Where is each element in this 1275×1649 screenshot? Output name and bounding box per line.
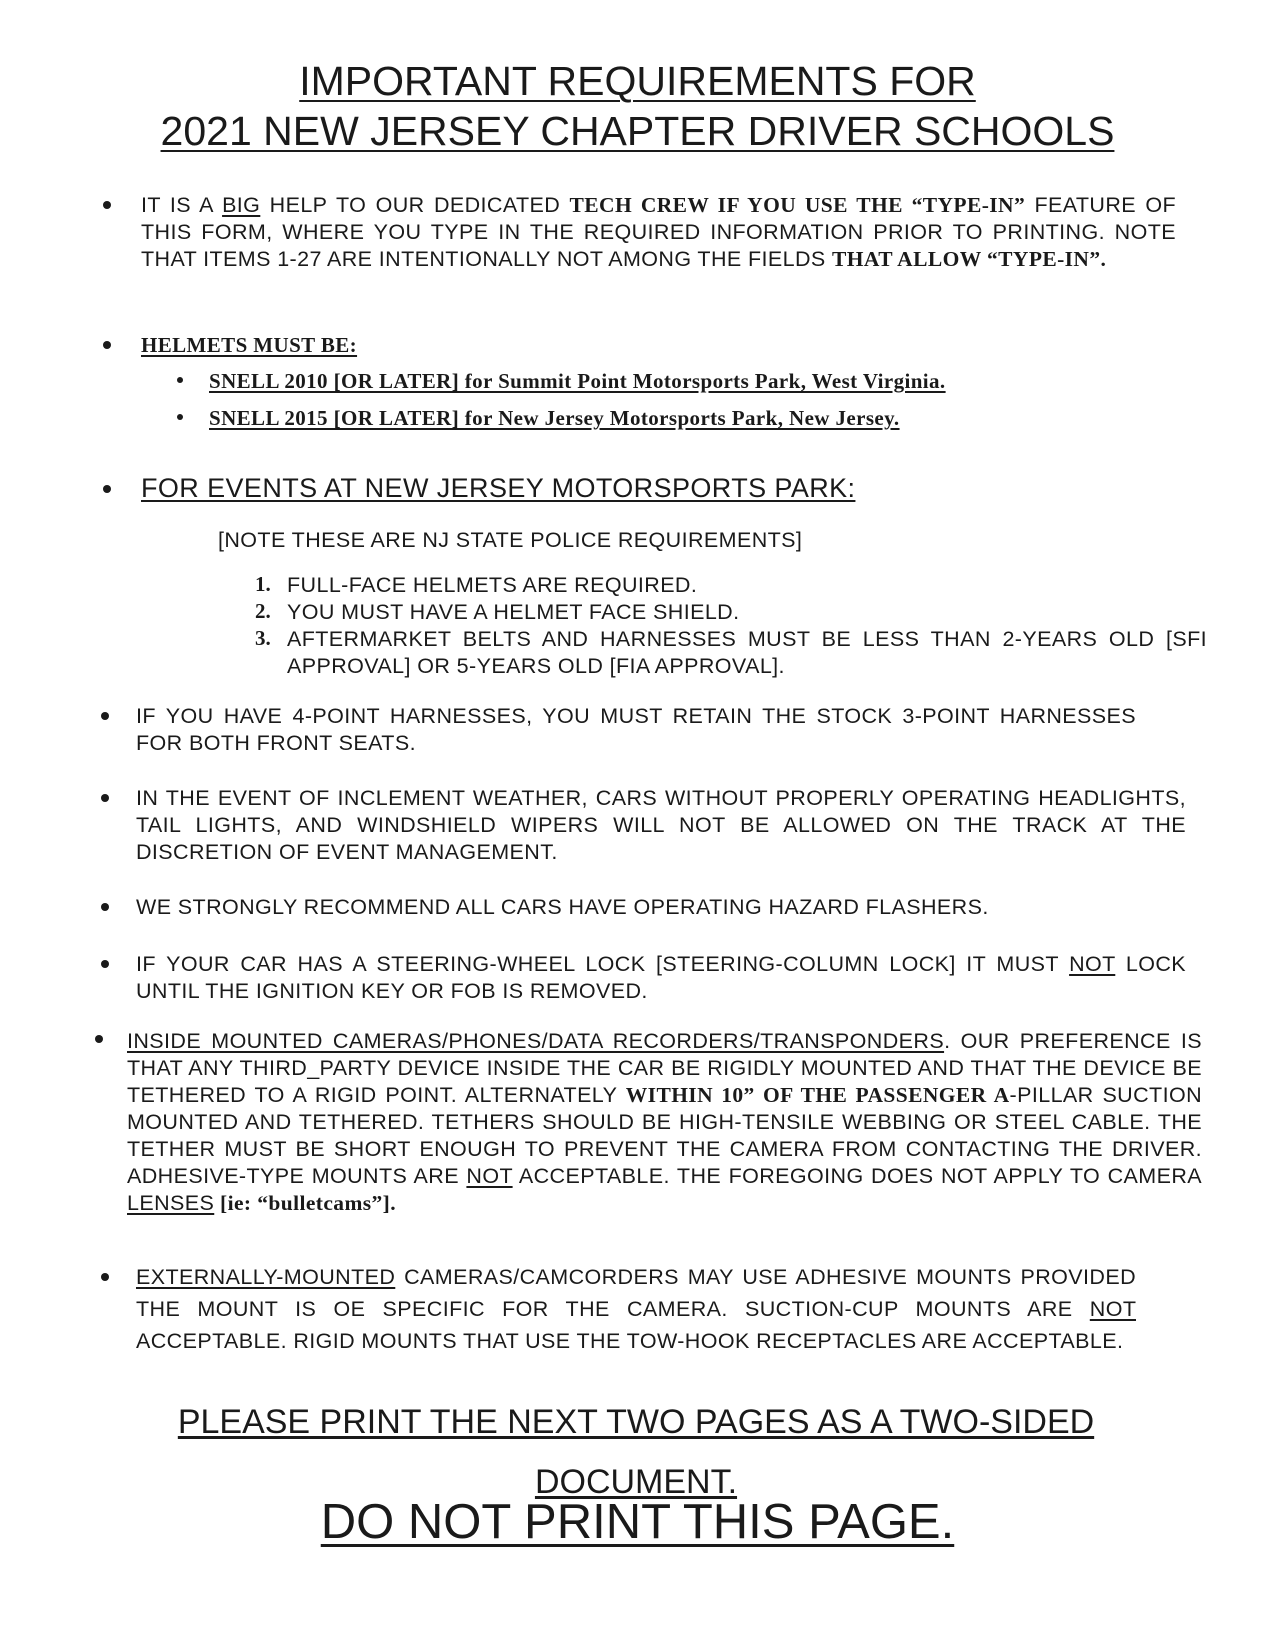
helmets-heading: HELMETS MUST BE: xyxy=(141,333,358,357)
external-cameras-paragraph: EXTERNALLY-MOUNTED CAMERAS/CAMCORDERS MAY USE ADHESIVE MOUNTS PROVIDED THE MOUNT IS OE SPECIFIC FOR THE CAMERA. SUCTION-CUP MOUNTS ARE NOT ACCEPTABLE. RIGID MOUNTS THAT USE THE TOW-HOOK RECEPTACLES ARE ACCEPTABLE. xyxy=(136,1265,1136,1353)
bullet-icon xyxy=(103,485,111,493)
bullet-icon xyxy=(103,201,111,209)
page-title xyxy=(0,56,1275,156)
bullet-icon xyxy=(101,960,109,968)
bullet-icon xyxy=(101,794,109,802)
bullet-icon xyxy=(101,1273,109,1281)
hazard-paragraph: WE STRONGLY RECOMMEND ALL CARS HAVE OPERATING HAZARD FLASHERS. xyxy=(136,895,989,919)
bullet-icon xyxy=(95,1035,103,1043)
list-number: 3. xyxy=(255,626,271,650)
njmp-note: [NOTE THESE ARE NJ STATE POLICE REQUIREMENTS] xyxy=(218,528,803,552)
print-notice: PLEASE PRINT THE NEXT TWO PAGES AS A TWO-SIDED DOCUMENT. xyxy=(177,1403,1095,1501)
steering-paragraph: IF YOUR CAR HAS A STEERING-WHEEL LOCK [STEERING-COLUMN LOCK] IT MUST NOT LOCK UNTIL THE IGNITION KEY OR FOB IS REMOVED. xyxy=(136,952,1186,1003)
list-item: FULL-FACE HELMETS ARE REQUIRED. xyxy=(287,573,698,597)
weather-paragraph: IN THE EVENT OF INCLEMENT WEATHER, CARS WITHOUT PROPERLY OPERATING HEADLIGHTS, TAIL LIGHTS, AND WINDSHIELD WIPERS WILL NOT BE ALLOWED ON THE TRACK AT THE DISCRETION OF EVENT MANAGEMENT. xyxy=(136,786,1186,864)
list-item: YOU MUST HAVE A HELMET FACE SHIELD. xyxy=(287,600,740,624)
title-line-1: IMPORTANT REQUIREMENTS FOR xyxy=(299,58,976,104)
harness-paragraph: IF YOU HAVE 4-POINT HARNESSES, YOU MUST RETAIN THE STOCK 3-POINT HARNESSES FOR BOTH FRONT SEATS. xyxy=(136,704,1136,755)
bullet-icon xyxy=(103,341,111,349)
bullet-icon xyxy=(101,903,109,911)
list-number: 1. xyxy=(255,572,271,596)
list-item: AFTERMARKET BELTS AND HARNESSES MUST BE LESS THAN 2-YEARS OLD [SFI APPROVAL] OR 5-YEARS OLD [FIA APPROVAL]. xyxy=(287,627,1207,678)
helmet-requirement: SNELL 2010 [OR LATER] for Summit Point Motorsports Park, West Virginia. xyxy=(209,369,946,393)
bullet-icon xyxy=(101,712,109,720)
inside-cameras-paragraph: INSIDE MOUNTED CAMERAS/PHONES/DATA RECORDERS/TRANSPONDERS. OUR PREFERENCE IS THAT ANY THIRD_PARTY DEVICE INSIDE THE CAR BE RIGIDLY MOUNTED AND THAT THE DEVICE BE TETHERED TO A RIGID POINT. ALTERNATELY WITHIN 10” OF THE PASSENGER A-PILLAR SUCTION MOUNTED AND TETHERED. TETHERS SHOULD BE HIGH-TENSILE WEBBING OR STEEL CABLE. THE TETHER MUST BE SHORT ENOUGH TO PREVENT THE CAMERA FROM CONTACTING THE DRIVER. ADHESIVE-TYPE MOUNTS ARE NOT ACCEPTABLE. THE FOREGOING DOES NOT APPLY TO CAMERA LENSES [ie: “bulletcams”]. xyxy=(127,1029,1202,1215)
bullet-icon xyxy=(177,377,183,383)
list-number: 2. xyxy=(255,599,271,623)
bullet-icon xyxy=(177,414,183,420)
typein-paragraph: IT IS A BIG HELP TO OUR DEDICATED TECH CREW IF YOU USE THE “TYPE-IN” FEATURE OF THIS FORM, WHERE YOU TYPE IN THE REQUIRED INFORMATION PRIOR TO PRINTING. NOTE THAT ITEMS 1-27 ARE INTENTIONALLY NOT AMONG THE FIELDS THAT ALLOW “TYPE-IN”. xyxy=(141,193,1177,271)
title-line-2: 2021 NEW JERSEY CHAPTER DRIVER SCHOOLS xyxy=(160,108,1115,154)
helmet-requirement: SNELL 2015 [OR LATER] for New Jersey Motorsports Park, New Jersey. xyxy=(209,406,900,430)
do-not-print-notice: DO NOT PRINT THIS PAGE. xyxy=(320,1495,955,1549)
njmp-heading: FOR EVENTS AT NEW JERSEY MOTORSPORTS PARK: xyxy=(141,473,856,503)
